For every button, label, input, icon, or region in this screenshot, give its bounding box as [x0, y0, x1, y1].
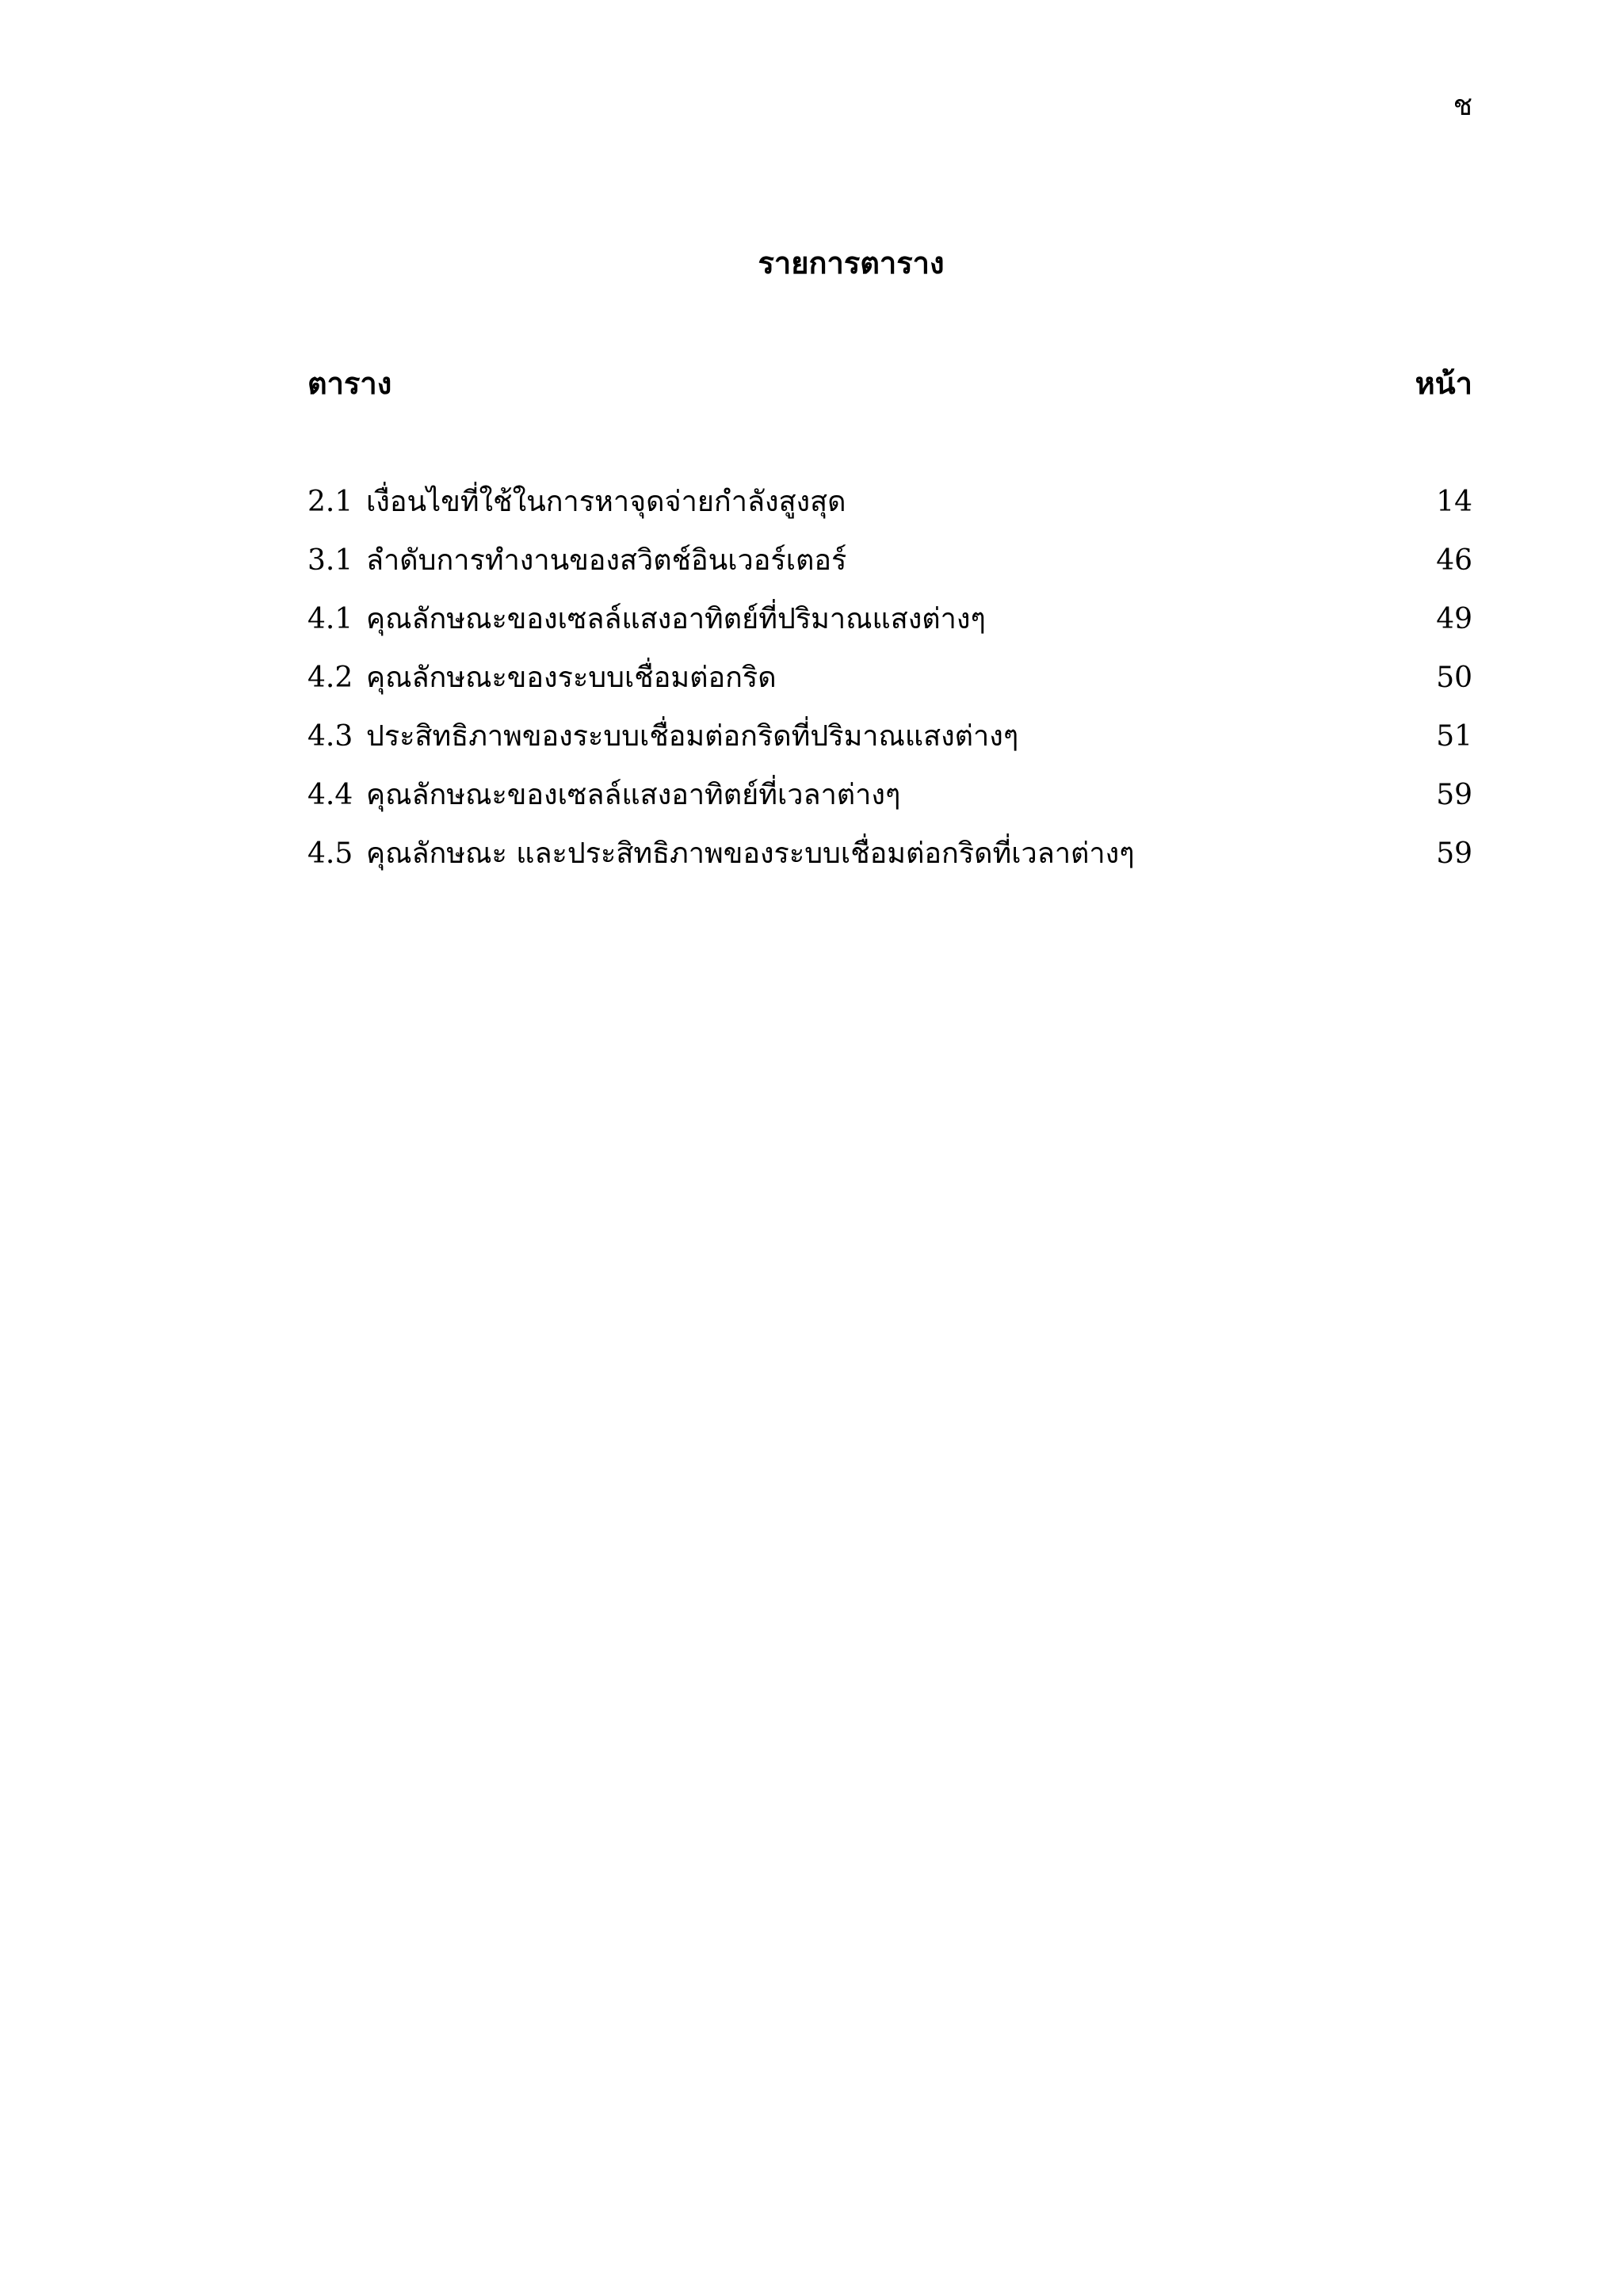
list-item	[307, 483, 1472, 542]
entry-page: 14	[1436, 486, 1472, 518]
list-item	[307, 542, 1472, 601]
page-number: ช	[1453, 90, 1472, 122]
entry-number: 4.4	[307, 779, 353, 811]
column-header	[307, 364, 1472, 402]
entry-title: ลำดับการทำงานของสวิตช์อินเวอร์เตอร์	[366, 544, 847, 577]
page-column-label: หน้า	[1415, 365, 1472, 401]
list-item	[307, 718, 1472, 776]
entry-title: คุณลักษณะของเซลล์แสงอาทิตย์ที่เวลาต่างๆ	[366, 779, 901, 811]
table-column-label: ตาราง	[307, 365, 392, 401]
entry-number: 3.1	[307, 544, 353, 577]
page-title: รายการตาราง	[758, 245, 945, 280]
entry-number: 4.5	[307, 837, 353, 870]
list-item	[307, 835, 1472, 894]
list-item	[307, 659, 1472, 718]
entry-page: 59	[1436, 779, 1472, 811]
entry-title: คุณลักษณะของเซลล์แสงอาทิตย์ที่ปริมาณแสงต่างๆ	[366, 603, 986, 635]
entry-page: 46	[1436, 544, 1472, 577]
entry-title: คุณลักษณะของระบบเชื่อมต่อกริด	[366, 662, 777, 694]
entry-page: 50	[1436, 662, 1472, 694]
entry-page: 59	[1436, 837, 1472, 870]
list-item	[307, 776, 1472, 835]
entry-number: 4.3	[307, 720, 353, 753]
entry-number: 2.1	[307, 486, 353, 518]
entry-page: 51	[1436, 720, 1472, 753]
entry-title: เงื่อนไขที่ใช้ในการหาจุดจ่ายกำลังสูงสุด	[366, 486, 846, 518]
entry-number: 4.2	[307, 662, 353, 694]
entry-number: 4.1	[307, 603, 353, 635]
entry-page: 49	[1436, 603, 1472, 635]
list-item	[307, 601, 1472, 659]
table-list	[307, 483, 1472, 894]
entry-title: ประสิทธิภาพของระบบเชื่อมต่อกริดที่ปริมาณแสงต่างๆ	[366, 720, 1019, 753]
entry-title: คุณลักษณะ และประสิทธิภาพของระบบเชื่อมต่อกริดที่เวลาต่างๆ	[366, 837, 1135, 870]
